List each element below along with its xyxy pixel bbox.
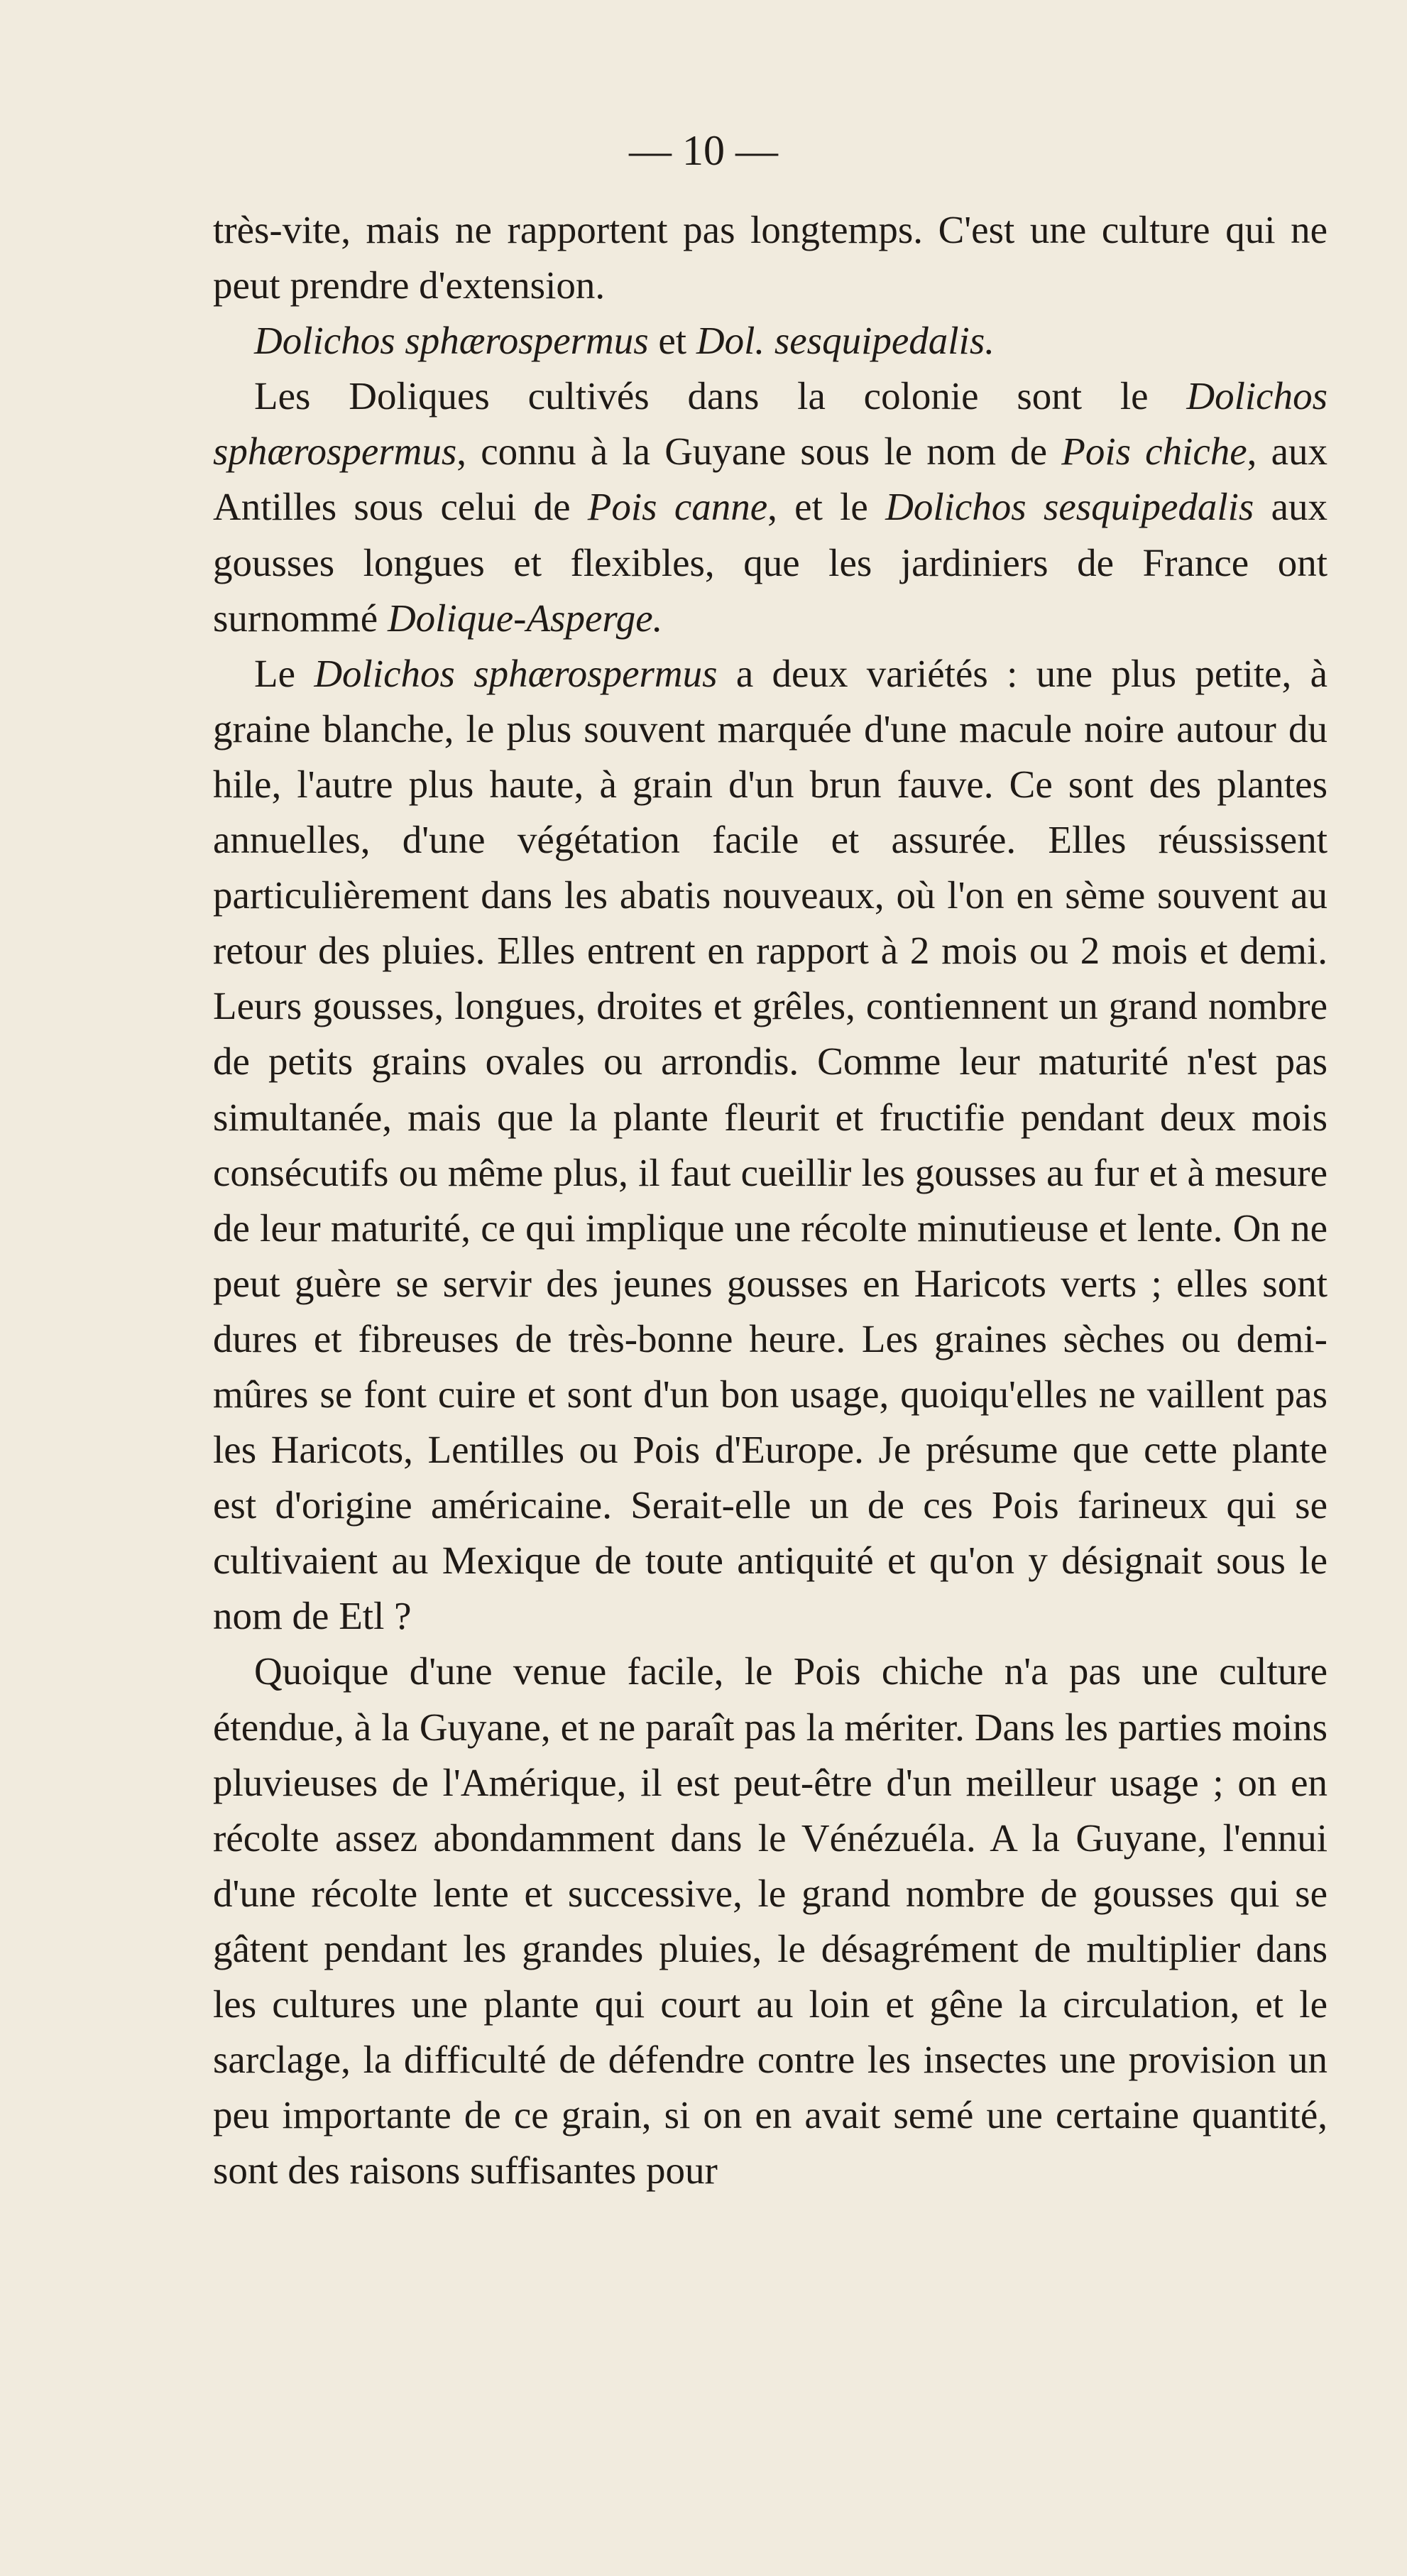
paragraph-continuation: très-vite, mais ne rapportent pas longtemps. C'est une culture qui ne peut prendre d'extension. xyxy=(213,208,1327,307)
section-heading xyxy=(213,313,1327,369)
heading-species-2: Dol. sesquipedalis. xyxy=(696,319,995,363)
text-run: Le xyxy=(254,651,314,695)
italic-term: Dolichos sphærospermus xyxy=(213,374,1327,474)
italic-term: Dolichos sphærospermus xyxy=(314,651,718,695)
italic-term: Pois chiche xyxy=(1061,430,1247,474)
body-text xyxy=(213,202,1327,2198)
text-run: aux gousses longues et flexibles, que les jardiniers de France ont surnommé xyxy=(213,485,1327,640)
italic-term: Dolique-Asperge. xyxy=(387,596,663,640)
page-number: — 10 — xyxy=(629,127,778,174)
text-run: , connu à la Guyane sous le nom de xyxy=(456,430,1062,474)
heading-connector: et xyxy=(648,319,696,363)
paragraph-doliques xyxy=(213,369,1327,645)
paragraph-pois-chiche: Quoique d'une venue facile, le Pois chiche n'a pas une culture étendue, à la Guyane, et ne paraît pas la mériter. Dans les parties moins pluvieuses de l'Amérique, il est peut-être d'un meilleur usage ; on en récolte assez abondamment dans le Vénézuéla. A la Guyane, l'ennui d'une récolte lente et successive, le grand nombre de gousses qui se gâtent pendant les grandes pluies, le désagrément de multiplier dans les cultures une plante qui court au loin et gêne la circulation, et le sarclage, la difficulté de défendre contre les insectes une provision un peu importante de ce grain, si on en avait semé une certaine quantité, sont des raisons suffisantes pour xyxy=(213,1649,1327,2193)
text-run: Les Doliques cultivés dans la colonie sont le xyxy=(254,374,1187,418)
italic-term: Dolichos sesquipedalis xyxy=(885,485,1254,529)
text-run: , aux Antilles sous celui de xyxy=(213,430,1327,529)
text-run: a deux variétés : une plus petite, à graine blanche, le plus souvent marquée d'une macule noire autour du hile, l'autre plus haute, à grain d'un brun fauve. Ce sont des plantes annuelles, d'une végétation facile et assurée. Elles réussissent particulièrement dans les abatis nouveaux, où l'on en sème souvent au retour des pluies. Elles entrent en rapport à 2 mois ou 2 mois et demi. Leurs gousses, longues, droites et grêles, contiennent un grand nombre de petits grains ovales ou arrondis. Comme leur maturité n'est pas simultanée, mais que la plante fleurit et fructifie pendant deux mois consécutifs ou même plus, il faut cueillir les gousses au fur et à mesure de leur maturité, ce qui implique une récolte minutieuse et lente. On ne peut guère se servir des jeunes gousses en Haricots verts ; elles sont dures et fibreuses de très-bonne heure. Les graines sèches ou demi-mûres se font cuire et sont d'un bon usage, quoiqu'elles ne vaillent pas les Haricots, Lentilles ou Pois d'Europe. Je présume que cette plante est d'origine américaine. Serait-elle un de ces Pois farineux qui se cultivaient au Mexique de toute antiquité et qu'on y désignait sous le nom de Etl ? xyxy=(213,651,1327,1638)
italic-term: Pois canne xyxy=(587,485,768,529)
heading-species-1: Dolichos sphærospermus xyxy=(254,319,649,363)
paragraph-varieties xyxy=(213,646,1327,1644)
text-run: , et le xyxy=(767,485,886,529)
